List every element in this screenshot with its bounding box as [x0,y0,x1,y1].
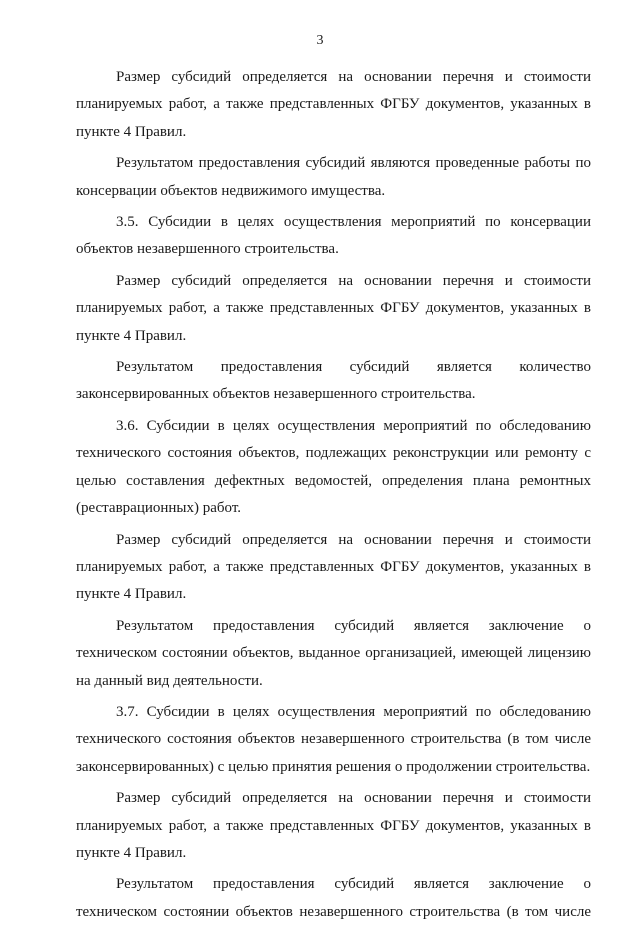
paragraph-subsidy-size-1: Размер субсидий определяется на основании перечня и стоимости планируемых работ, а также представленных ФГБУ документов, указанных в пункте 4 Правил. [76,69,591,140]
paragraph-section-3-6: 3.6. Субсидии в целях осуществления мероприятий по обследованию технического состояния объектов, подлежащих реконструкции или ремонту с целью составления дефектных ведомостей, определения плана ремонтных (реставрационных) работ. [76,417,591,517]
paragraph-subsidy-size-3: Размер субсидий определяется на основании перечня и стоимости планируемых работ, а также представленных ФГБУ документов, указанных в пункте 4 Правил. [76,531,591,603]
paragraph-result-4: Результатом предоставления субсидий является заключение о техническом состоянии объектов незавершенного строительства (в том числе [76,876,591,920]
paragraph-result-3: Результатом предоставления субсидий является заключение о техническом состоянии объектов, выданное организацией, имеющей лицензию на данный вид деятельности. [76,617,591,689]
paragraph-result-2: Результатом предоставления субсидий является количество законсервированных объектов незавершенного строительства. [76,359,591,403]
paragraph-subsidy-size-2: Размер субсидий определяется на основании перечня и стоимости планируемых работ, а также представленных ФГБУ документов, указанных в пункте 4 Правил. [76,272,591,344]
paragraph-section-3-7: 3.7. Субсидии в целях осуществления мероприятий по обследованию технического состояния объектов незавершенного строительства (в том числе законсервированных) с целью принятия решения о продолжении строительства. [76,703,591,775]
paragraph-section-3-5: 3.5. Субсидии в целях осуществления мероприятий по консервации объектов незавершенного строительства. [76,214,591,258]
page-number: 3 [316,33,324,48]
document-body [76,64,591,926]
paragraph-result-1: Результатом предоставления субсидий являются проведенные работы по консервации объектов недвижимого имущества. [76,155,591,199]
paragraph-subsidy-size-4: Размер субсидий определяется на основании перечня и стоимости планируемых работ, а также представленных ФГБУ документов, указанных в пункте 4 Правил. [76,790,591,861]
